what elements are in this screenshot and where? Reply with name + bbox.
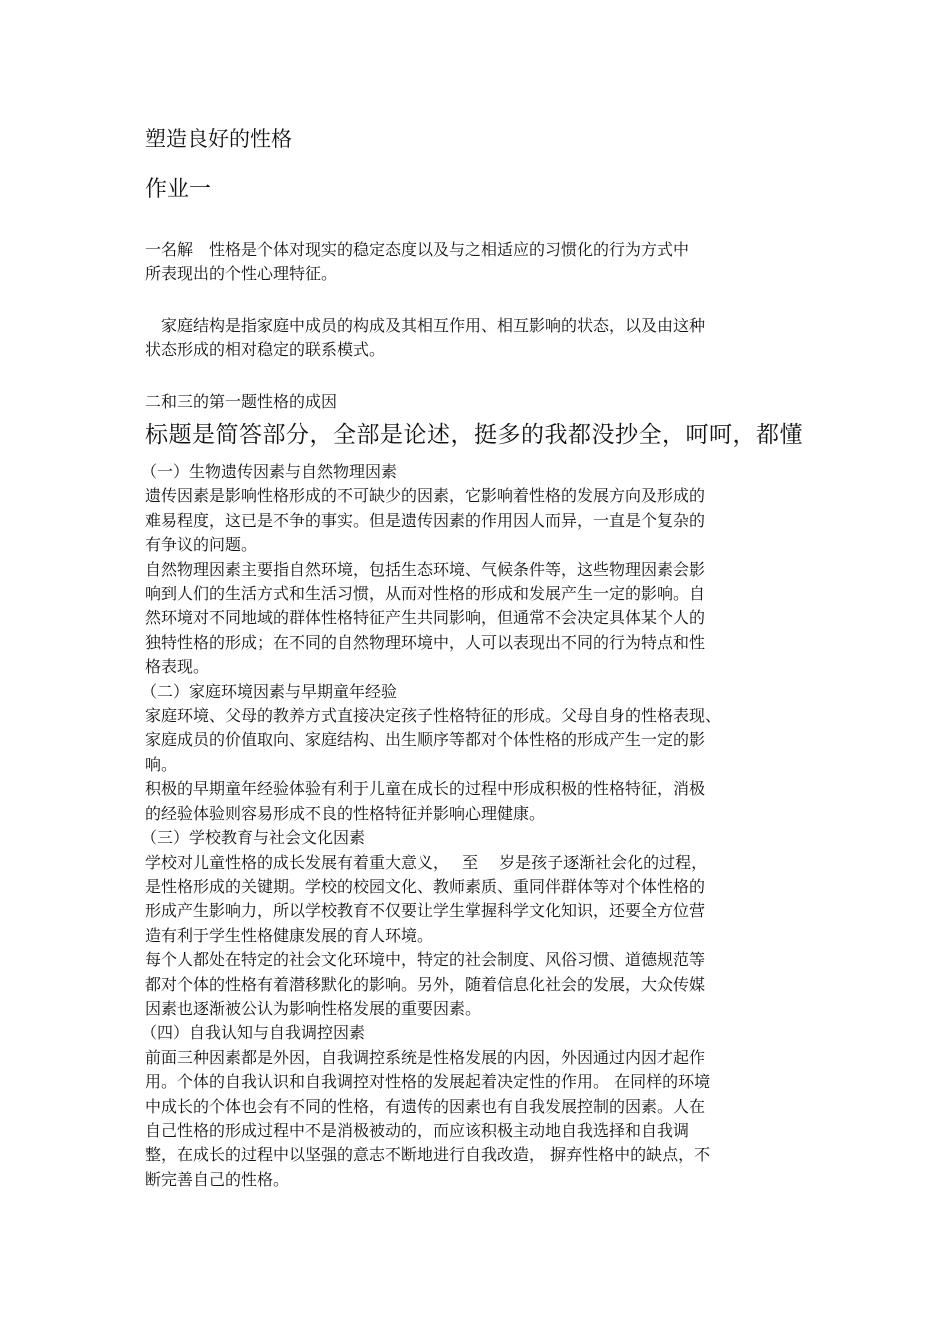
section-heading: （四）自我认知与自我调控因素 <box>141 1023 366 1043</box>
text-line: 格表现。 <box>145 657 210 677</box>
text-line: 家庭环境、父母的教养方式直接决定孩子性格特征的形成。父母自身的性格表现、 <box>145 706 722 726</box>
note-line: 标题是简答部分，全部是论述，挺多的我都没抄全，呵呵，都懂 <box>145 422 803 448</box>
text-line: 独特性格的形成；在不同的自然物理环境中，人可以表现出不同的行为特点和性 <box>145 632 706 652</box>
text-line: 自然物理因素主要指自然环境，包括生态环境、气候条件等，这些物理因素会影 <box>145 559 706 579</box>
text-line: 难易程度，这已是不争的事实。但是遗传因素的作用因人而异，一直是个复杂的 <box>145 510 706 530</box>
definition-personality <box>145 238 689 286</box>
text-line: 响到人们的生活方式和生活习惯，从而对性格的形成和发展产生一定的影响。自 <box>145 584 706 604</box>
text-line: 自己性格的形成过程中不是消极被动的，而应该积极主动地自我选择和自我调 <box>145 1120 690 1140</box>
section-heading: （一）生物遗传因素与自然物理因素 <box>141 462 398 481</box>
text-line: 遗传因素是影响性格形成的不可缺少的因素，它影响着性格的发展方向及形成的 <box>145 486 706 506</box>
text-line: 因素也逐渐被公认为影响性格发展的重要因素。 <box>145 998 482 1018</box>
text-line: 一名解 性格是个体对现实的稳定态度以及与之相适应的习惯化的行为方式中 <box>145 240 690 259</box>
text-line: 每个人都处在特定的社会文化环境中，特定的社会制度、风俗习惯、道德规范等 <box>145 950 706 970</box>
text-line: 家庭结构是指家庭中成员的构成及其相互作用、相互影响的状态，以及由这种 <box>145 316 706 335</box>
text-line: 的经验体验则容易形成不良的性格特征并影响心理健康。 <box>145 803 546 823</box>
text-line: 都对个体的性格有着潜移默化的影响。另外，随着信息化社会的发展，大众传媒 <box>145 974 706 994</box>
text-line: 状态形成的相对稳定的联系模式。 <box>145 340 386 359</box>
text-line: 积极的早期童年经验体验有利于儿童在成长的过程中形成积极的性格特征，消极 <box>145 779 706 799</box>
section-heading: （二）家庭环境因素与早期童年经验 <box>141 681 398 701</box>
text-line: 所表现出的个性心理特征。 <box>145 264 338 283</box>
text-line: 家庭成员的价值取向、家庭结构、出生顺序等都对个体性格的形成产生一定的影 <box>145 730 706 750</box>
document-title: 塑造良好的性格 <box>145 127 292 151</box>
section-heading: （三）学校教育与社会文化因素 <box>141 828 366 848</box>
question-heading: 二和三的第一题性格的成因 <box>145 392 338 411</box>
definition-family-structure <box>145 314 705 362</box>
text-line: 造有利于学生性格健康发展的育人环境。 <box>145 925 434 945</box>
text-line: 响。 <box>145 754 178 774</box>
text-line: 中成长的个体也会有不同的性格，有遗传的因素也有自我发展控制的因素。人在 <box>145 1096 706 1116</box>
text-line: 用。个体的自我认识和自我调控对性格的发展起着决定性的作用。 在同样的环境 <box>145 1072 711 1092</box>
text-line: 学校对儿童性格的成长发展有着重大意义， 至 岁是孩子逐渐社会化的过程， <box>145 852 708 872</box>
document-subtitle: 作业一 <box>145 177 212 202</box>
text-line: 形成产生影响力，所以学校教育不仅要让学生掌握科学文化知识，还要全方位营 <box>145 901 706 921</box>
text-line: 整，在成长的过程中以坚强的意志不断地进行自我改造， 摒弃性格中的缺点，不 <box>145 1145 711 1165</box>
text-line: 有争议的问题。 <box>145 535 258 555</box>
answer-body <box>141 460 845 1192</box>
text-line: 是性格形成的关键期。学校的校园文化、教师素质、重同伴群体等对个体性格的 <box>145 876 706 896</box>
text-line: 然环境对不同地域的群体性格特征产生共同影响，但通常不会决定具体某个人的 <box>145 608 706 628</box>
text-line: 前面三种因素都是外因，自我调控系统是性格发展的内因，外因通过内因才起作 <box>145 1047 706 1067</box>
text-line: 断完善自己的性格。 <box>145 1169 290 1189</box>
